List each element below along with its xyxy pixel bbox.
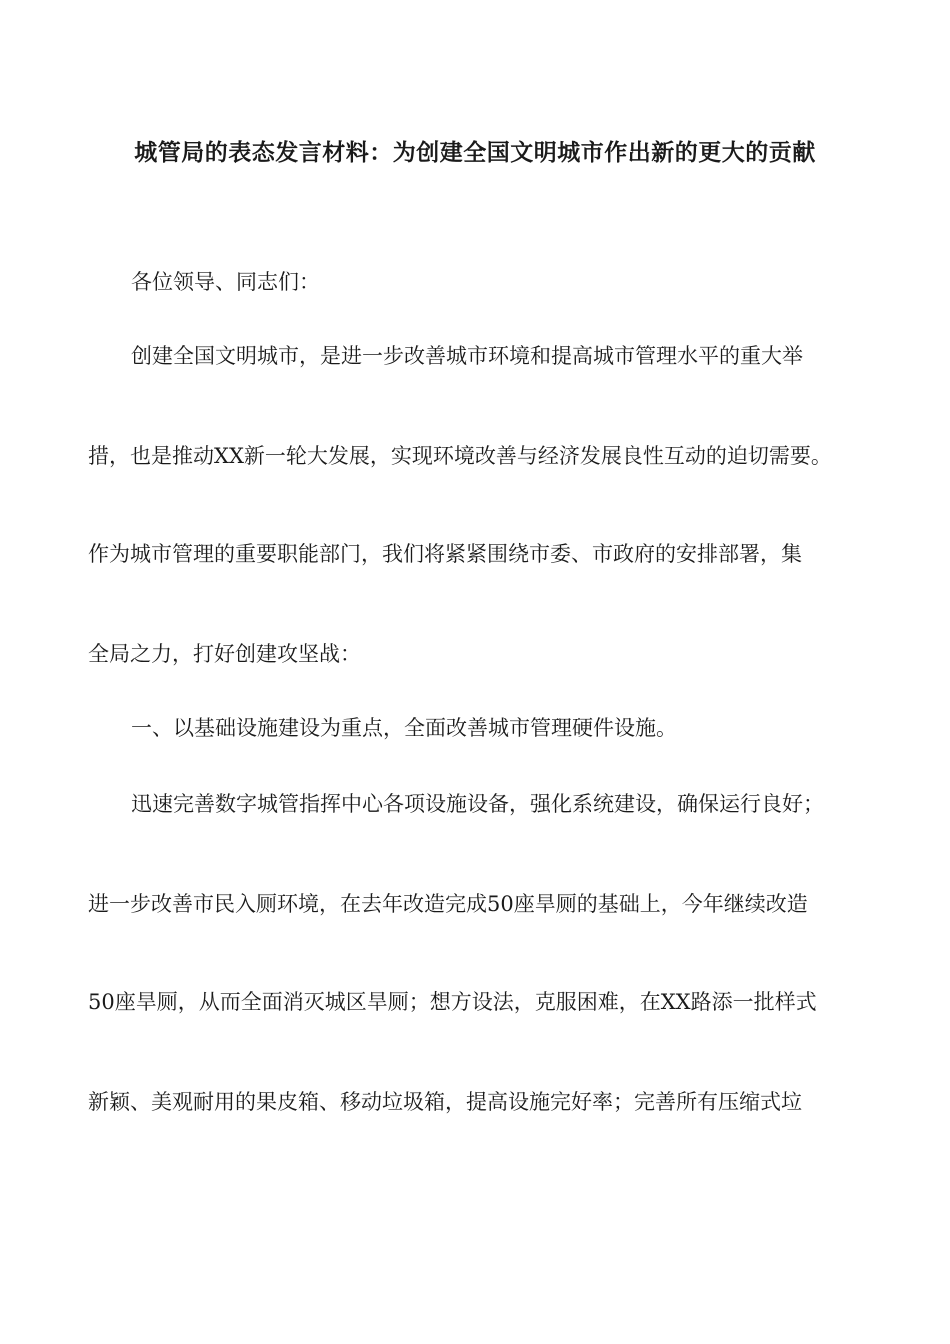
paragraph-line: 措，也是推动XX新一轮大发展，实现环境改善与经济发展良性互动的迫切需要。 [88,444,832,468]
document-title: 城管局的表态发言材料：为创建全国文明城市作出新的更大的贡献 [134,139,816,166]
paragraph-line: 新颖、美观耐用的果皮箱、移动垃圾箱，提高设施完好率；完善所有压缩式垃 [88,1090,802,1114]
paragraph-line: 全局之力，打好创建攻坚战： [88,642,361,666]
salutation: 各位领导、同志们： [131,270,320,294]
section-heading: 一、以基础设施建设为重点，全面改善城市管理硬件设施。 [131,716,677,740]
paragraph-line: 50座旱厕，从而全面消灭城区旱厕；想方设法，克服困难，在XX路添一批样式 [88,990,817,1014]
paragraph-line: 创建全国文明城市，是进一步改善城市环境和提高城市管理水平的重大举 [131,344,803,368]
paragraph-line: 进一步改善市民入厕环境，在去年改造完成50座旱厕的基础上，今年继续改造 [88,892,808,916]
paragraph-line: 迅速完善数字城管指挥中心各项设施设备，强化系统建设，确保运行良好； [131,792,824,816]
paragraph-line: 作为城市管理的重要职能部门，我们将紧紧围绕市委、市政府的安排部署，集 [88,542,802,566]
